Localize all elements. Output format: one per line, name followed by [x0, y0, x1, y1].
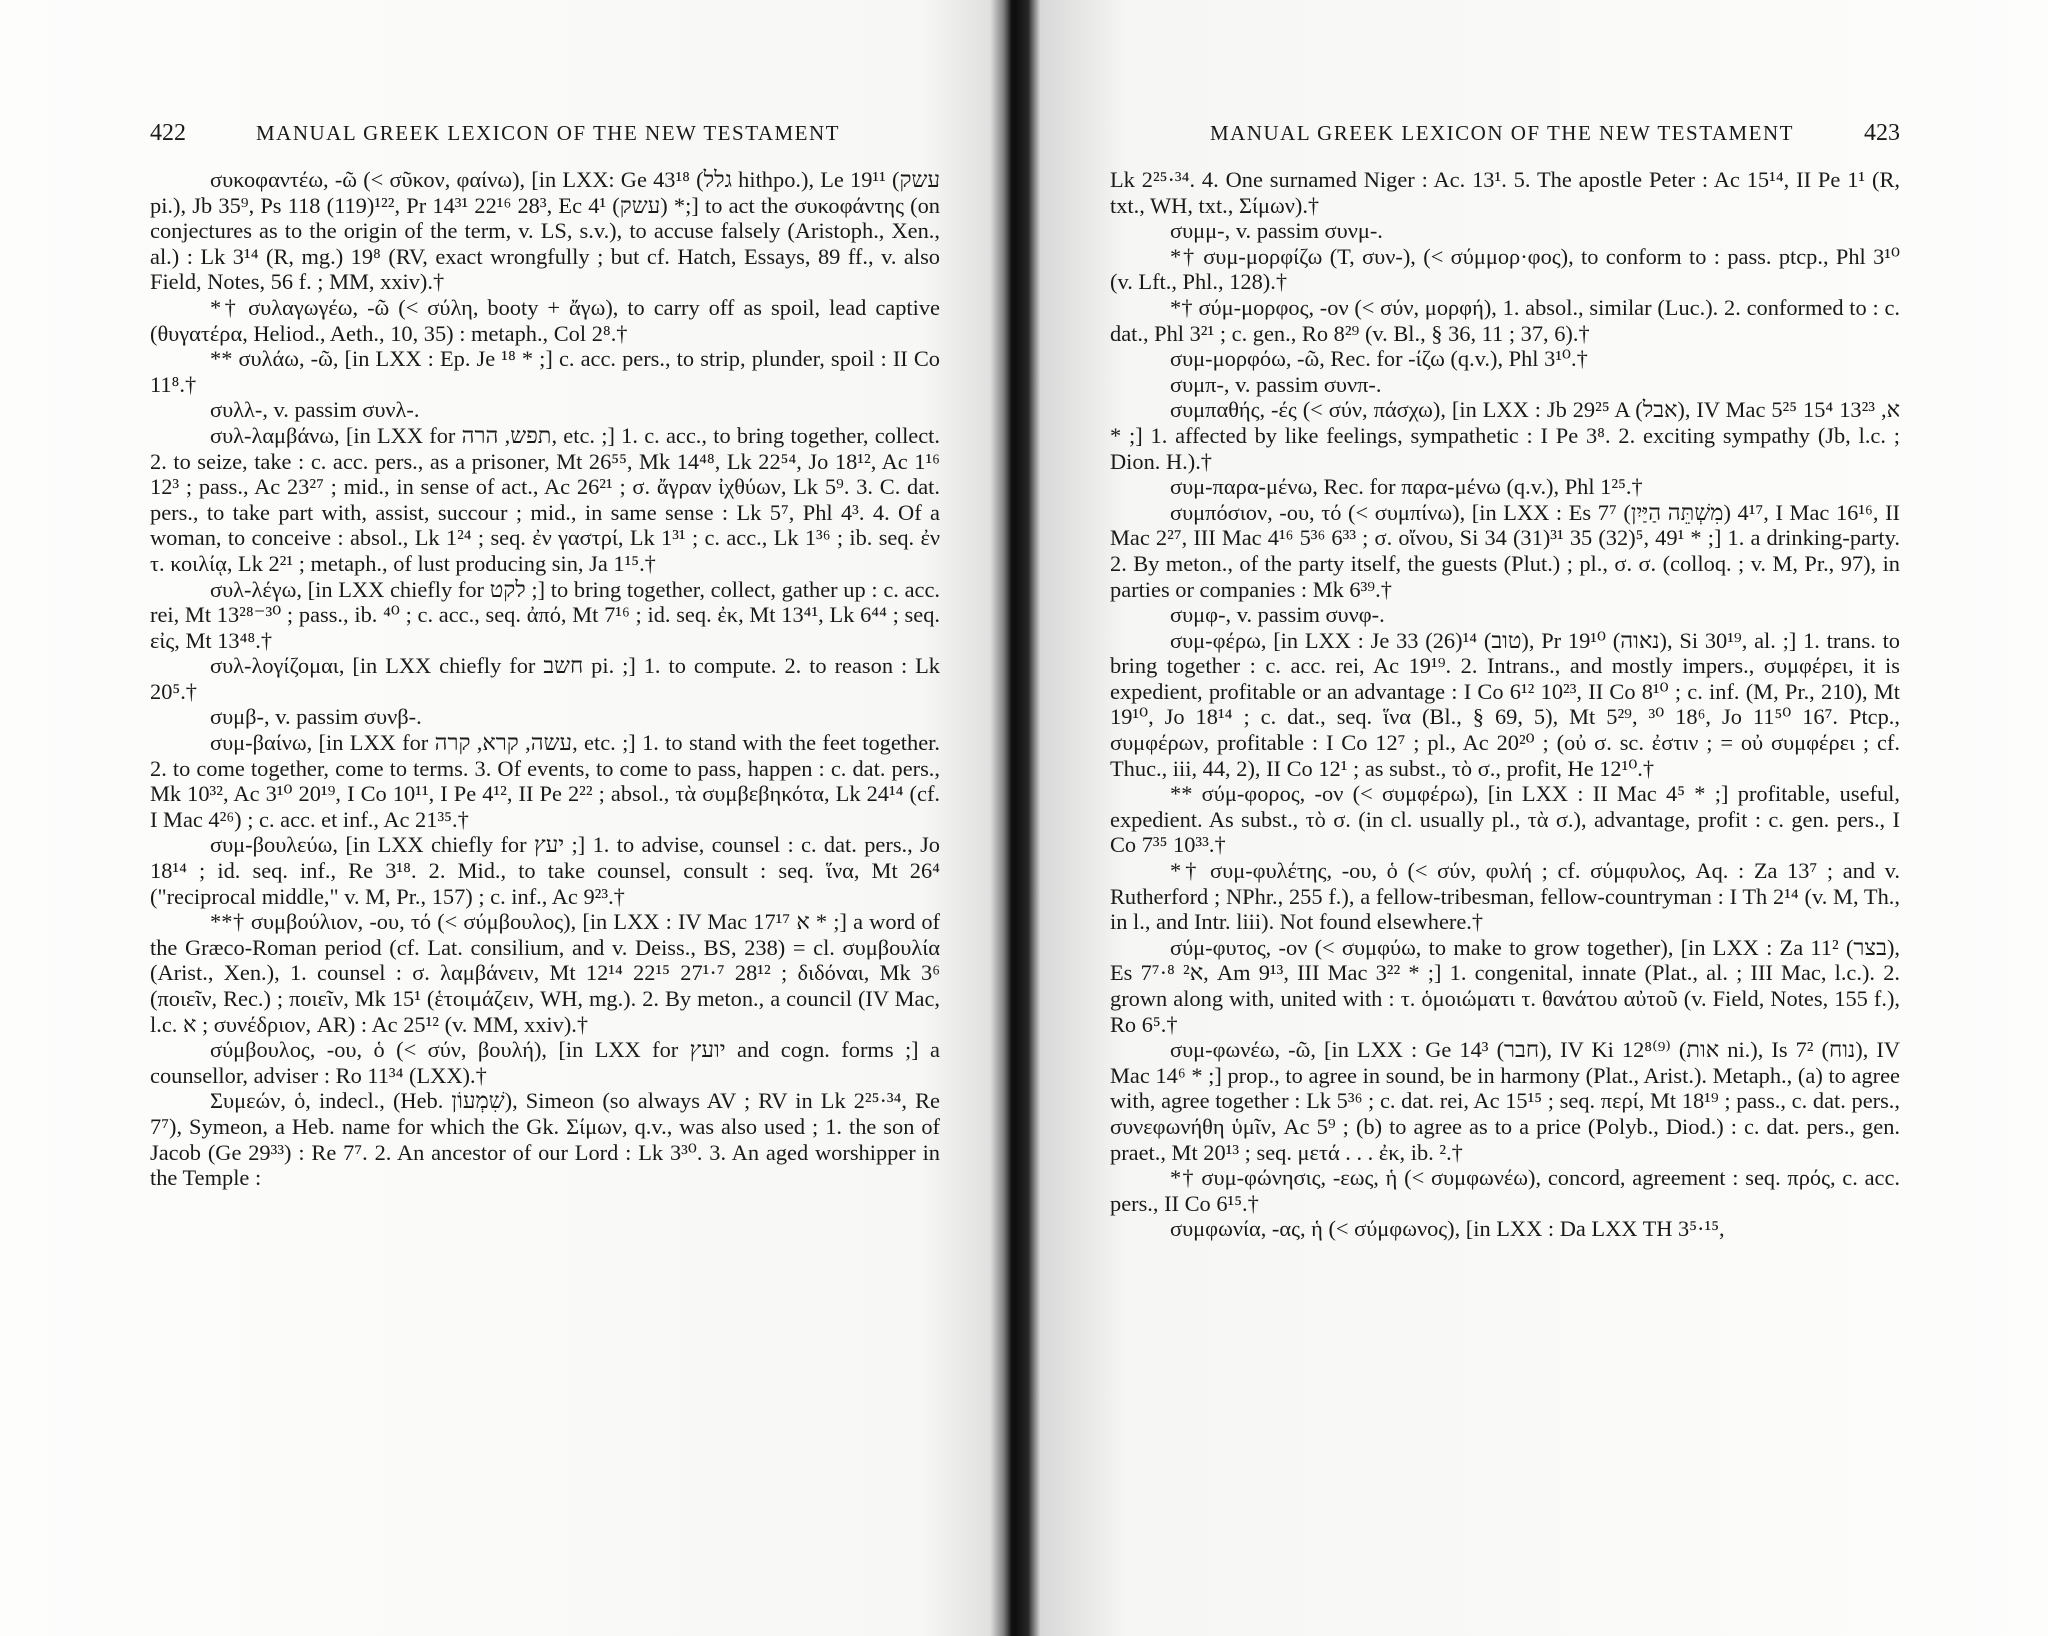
lexicon-entry: *† συμ-φυλέτης, -ου, ὁ (< σύν, φυλή ; cf. σύμφυλος, Aq. : Za 13⁷ ; and v. Rutherford ; NPhr., 255 f.), a fellow-tribesman, fellow-countryman : I Th 2¹⁴ (v. M, Th., in l., and Intr. liii). Not found elsewhere.† — [1110, 858, 1900, 935]
lexicon-entry: σύμ-φυτος, -ον (< συμφύω, to make to grow together), [in LXX : Za 11² (בצר), Es 7⁷·⁸ א², Am 9¹³, III Mac 3²² * ;] 1. congenital, innate (Plat., al. ; III Mac, l.c.). 2. grown along with, united with : τ. ὁμοιώματι τ. θανάτου αὐτοῦ (v. Field, Notes, 155 f.), Ro 6⁵.† — [1110, 934, 1900, 1037]
lexicon-entry: συμφ-, v. passim συνφ-. — [1170, 602, 1385, 628]
running-title-left: MANUAL GREEK LEXICON OF THE NEW TESTAMENT — [255, 121, 840, 145]
lexicon-entry: συμ-μορφόω, -ῶ, Rec. for -ίζω (q.v.), Phl 3¹⁰.† — [1170, 346, 1588, 372]
lexicon-entry: συμπαθής, -ές (< σύν, πάσχω), [in LXX : Jb 29²⁵ A (אבל), IV Mac 5²⁵ א, 13²³ 15⁴ * ;] 1. affected by like feelings, sympathetic : I Pe 3⁸. 2. exciting sympathy (Jb, l.c. ; Dion. H.).† — [1110, 397, 1901, 474]
entries-left — [150, 167, 940, 1191]
entries-right — [1110, 167, 1900, 1242]
lexicon-entry: συμ-βουλεύω, [in LXX chiefly for יעץ ;] 1. to advise, counsel : c. dat. pers., Jo 18¹⁴ ; id. seq. inf., Re 3¹⁸. 2. Mid., to take counsel, consult : seq. ἵνα, Mt 26⁴ ("reciprocal middle," v. M, Pr., 157) ; c. inf., Ac 9²³.† — [150, 832, 941, 909]
lexicon-entry: συλ-λογίζομαι, [in LXX chiefly for חשב pi. ;] 1. to compute. 2. to reason : Lk 20⁵.† — [150, 653, 940, 704]
lexicon-entry: ** συλάω, -ῶ, [in LXX : Ep. Je ¹⁸ * ;] c. acc. pers., to strip, plunder, spoil : II Co 11⁸.† — [150, 346, 940, 397]
lexicon-entry: συμβ-, v. passim συνβ-. — [210, 704, 422, 730]
lexicon-entry: *† σύμ-μορφος, -ον (< σύν, μορφή), 1. absol., similar (Luc.). 2. conformed to : c. dat., Phl 3²¹ ; c. gen., Ro 8²⁹ (v. Bl., § 36, 11 ; 37, 6).† — [1110, 294, 1900, 346]
lexicon-entry: συλ-λαμβάνω, [in LXX for תפש, הרה, etc. ;] 1. c. acc., to bring together, collect. 2. to seize, take : c. acc. pers., as a prisoner, Mt 26⁵⁵, Mk 14⁴⁸, Lk 22⁵⁴, Jo 18¹², Ac 1¹⁶ 12³ ; pass., Ac 23²⁷ ; mid., in sense of act., Ac 26²¹ ; σ. ἄγραν ἰχθύων, Lk 5⁹. 3. C. dat. pers., to take part with, assist, succour ; mid., in same sense : Lk 5⁷, Phl 4³. 4. Of a woman, to conceive : absol., Lk 1²⁴ ; seq. ἐν γαστρί, Lk 1³¹ ; c. acc., Lk 1³⁶ ; ib. seq. ἐν τ. κοιλίᾳ, Lk 2²¹ ; metaph., of lust producing sin, Ja 1¹⁵.† — [150, 422, 940, 576]
lexicon-entry: συμπ-, v. passim συνπ-. — [1170, 371, 1382, 397]
page-number-right: 423 — [1863, 120, 1900, 146]
lexicon-entry: συμ-παρα-μένω, Rec. for παρα-μένω (q.v.), Phl 1²⁵.† — [1170, 474, 1643, 500]
lexicon-entry: συμφωνία, -ας, ἡ (< σύμφωνος), [in LXX : Da LXX TH 3⁵·¹⁵, — [1170, 1216, 1725, 1242]
lexicon-entry: συμ-φέρω, [in LXX : Je 33 (26)¹⁴ (טוב), Pr 19¹⁰ (נאוה), Si 30¹⁹, al. ;] 1. trans. to bring together : c. acc. rei, Ac 19¹⁹. 2. Intrans., and mostly impers., συμφέρει, it is expedient, profitable or an advantage : I Co 6¹² 10²³, II Co 8¹⁰ ; c. inf. (M, Pr., 210), Mt 19¹⁰, Jo 18¹⁴ ; c. dat., seq. ἵνα (Bl., § 69, 5), Mt 5²⁹, ³⁰ 18⁶, Jo 11⁵⁰ 16⁷. Ptcp., συμφέρων, profitable : I Co 12⁷ ; pl., Ac 20²⁰ ; (οὐ σ. sc. ἐστιν ; = οὐ συμφέρει ; cf. Thuc., iii, 44, 2), II Co 12¹ ; as subst., τὸ σ., profit, He 12¹⁰.† — [1110, 627, 1900, 781]
lexicon-entry: συμπόσιον, -ου, τό (< συμπίνω), [in LXX : Es 7⁷ (מִשְׁתֵּה הַיַּיִן) 4¹⁷, I Mac 16¹⁶, II Mac 2²⁷, III Mac 4¹⁶ 5³⁶ 6³³ ; σ. οἴνου, Si 34 (31)³¹ 35 (32)⁵, 49¹ * ;] 1. a drinking-party. 2. By meton., of the party itself, the guests (Plut.) ; pl., σ. σ. (colloq. ; v. M, Pr., 97), in parties or companies : Mk 6³⁹.† — [1110, 499, 1900, 602]
right-page — [1110, 120, 1900, 1242]
lexicon-entry: συμ-βαίνω, [in LXX for עשה, קרא, קרה, etc. ;] 1. to stand with the feet together. 2. to come together, come to terms. 3. Of events, to come to pass, happen : c. dat. pers., Mk 10³², Ac 3¹⁰ 20¹⁹, I Co 10¹¹, I Pe 4¹², II Pe 2²² ; absol., τὰ συμβεβηκότα, Lk 24¹⁴ (cf. I Mac 4²⁶) ; c. acc. et inf., Ac 21³⁵.† — [150, 730, 940, 832]
lexicon-entry: σύμβουλος, -ου, ὁ (< σύν, βουλή), [in LXX for יועץ and cogn. forms ;] a counsellor, adviser : Ro 11³⁴ (LXX).† — [150, 1037, 940, 1088]
lexicon-entry: **† συμβούλιον, -ου, τό (< σύμβουλος), [in LXX : IV Mac 17¹⁷ א * ;] a word of the Græco-Roman period (cf. Lat. consilium, and v. Deiss., BS, 238) = cl. συμβουλία (Arist., Xen.), 1. counsel : σ. λαμβάνειν, Mt 12¹⁴ 22¹⁵ 27¹·⁷ 28¹² ; διδόναι, Mk 3⁶ (ποιεῖν, Rec.) ; ποιεῖν, Mk 15¹ (ἑτοιμάζειν, WH, mg.). 2. By meton., a council (IV Mac, l.c. א ; συνέδριον, AR) : Ac 25¹² (v. MM, xxiv).† — [150, 909, 941, 1037]
running-head-right — [1110, 120, 1900, 147]
lexicon-entry: *† συμ-φώνησις, -εως, ἡ (< συμφωνέω), concord, agreement : seq. πρός, c. acc. pers., II Co 6¹⁵.† — [1110, 1165, 1900, 1216]
lexicon-entry: συλ-λέγω, [in LXX chiefly for לקט ;] to bring together, collect, gather up : c. acc. rei, Mt 13²⁸⁻³⁰ ; pass., ib. ⁴⁰ ; c. acc., seq. ἀπό, Mt 7¹⁶ ; id. seq. ἐκ, Mt 13⁴¹, Lk 6⁴⁴ ; seq. εἰς, Mt 13⁴⁸.† — [150, 576, 940, 653]
lexicon-entry: συμ-φωνέω, -ῶ, [in LXX : Ge 14³ (חבר), IV Ki 12⁸⁽⁹⁾ (אות ni.), Is 7² (נוח), IV Mac 14⁶ * ;] prop., to agree in sound, be in harmony (Plat., Arist.). Metaph., (a) to agree with, agree together : Lk 5³⁶ ; c. dat. rei, Ac 15¹⁵ ; seq. περί, Mt 18¹⁹ ; pass., c. dat. pers., συνεφωνήθη ὑμῖν, Ac 5⁹ ; (b) to agree as to a price (Polyb., Diod.) : c. dat. pers., gen. praet., Mt 20¹³ ; seq. μετά . . . ἐκ, ib. ².† — [1110, 1037, 1901, 1165]
left-page — [150, 120, 940, 1191]
lexicon-entry: *† συλαγωγέω, -ῶ (< σύλη, booty + ἄγω), to carry off as spoil, lead captive (θυγατέρα, Heliod., Aeth., 10, 35) : metaph., Col 2⁸.† — [150, 294, 940, 346]
running-head-left — [150, 120, 940, 147]
lexicon-entry: συμμ-, v. passim συνμ-. — [1170, 218, 1383, 244]
lexicon-entry: ** σύμ-φορος, -ον (< συμφέρω), [in LXX : II Mac 4⁵ * ;] profitable, useful, expedient. As subst., τὸ σ. (in cl. usually pl., τὰ σ.), advantage, profit : c. gen. pers., I Co 7³⁵ 10³³.† — [1110, 781, 1900, 858]
running-title-right: MANUAL GREEK LEXICON OF THE NEW TESTAMENT — [1209, 121, 1794, 145]
lexicon-entry: συλλ-, v. passim συνλ-. — [210, 397, 420, 423]
lexicon-entry: συκοφαντέω, -ῶ (< σῦκον, φαίνω), [in LXX: Ge 43¹⁸ (גלל hithpo.), Le 19¹¹ (עשק pi.), Jb 35⁹, Ps 118 (119)¹²², Pr 14³¹ 22¹⁶ 28³, Ec 4¹ (עשק) *;] to act the συκοφάντης (on conjectures as to the origin of the term, v. LS, s.v.), to accuse falsely (Aristoph., Xen., al.) : Lk 3¹⁴ (R, mg.) 19⁸ (RV, exact wrongfully ; but cf. Hatch, Essays, 89 ff., v. also Field, Notes, 56 f. ; MM, xxiv).† — [150, 167, 940, 295]
lexicon-entry: Συμεών, ὁ, indecl., (Heb. שִׁמְעוֹן), Simeon (so always AV ; RV in Lk 2²⁵·³⁴, Re 7⁷), Symeon, a Heb. name for which the Gk. Σίμων, q.v., was also used ; 1. the son of Jacob (Ge 29³³) : Re 7⁷. 2. An ancestor of our Lord : Lk 3³⁰. 3. An aged worshipper in the Temple : — [150, 1088, 940, 1191]
lexicon-entry-continuation: Lk 2²⁵·³⁴. 4. One surnamed Niger : Ac. 13¹. 5. The apostle Peter : Ac 15¹⁴, II Pe 1¹ (R, txt., WH, txt., Σίμων).† — [1110, 167, 1900, 218]
book-gutter — [990, 0, 1030, 1636]
page-number-left: 422 — [150, 120, 186, 146]
lexicon-entry: *† συμ-μορφίζω (T, συν-), (< σύμμορ·φος), to conform to : pass. ptcp., Phl 3¹⁰ (v. Lft., Phl., 128).† — [1110, 243, 1900, 295]
